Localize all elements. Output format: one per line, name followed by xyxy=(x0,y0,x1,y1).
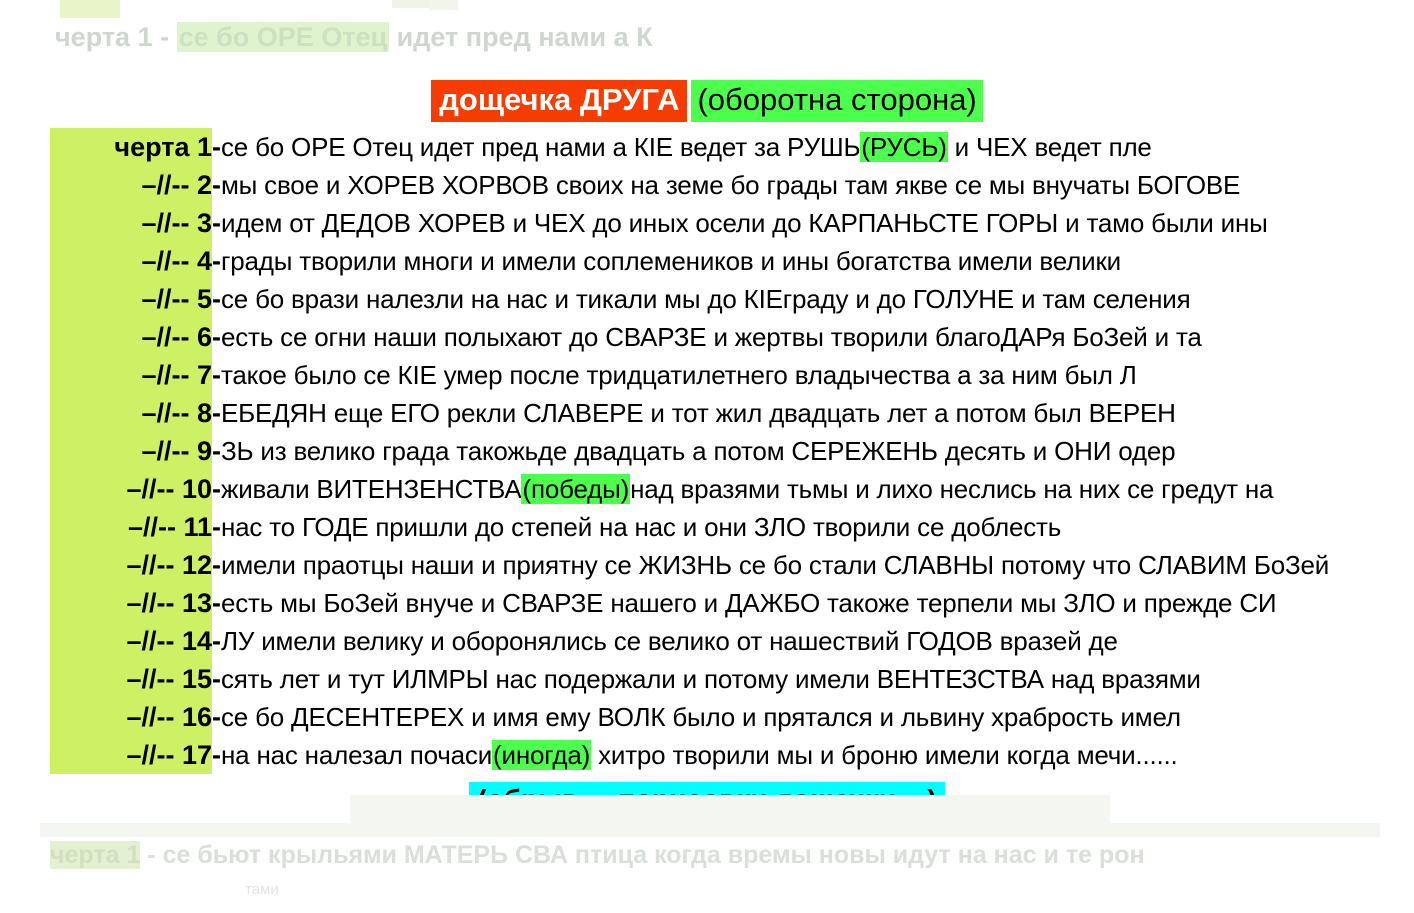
line-text-part: идем от ДЕДОВ ХОРЕВ и ЧЕХ до иных осели до КАРПАНЬСТЕ ГОРЫ и тамо были ины xyxy=(221,208,1268,238)
line-text-gloss: (победы) xyxy=(522,474,630,504)
line-text-gloss: (РУСЬ) xyxy=(861,132,947,162)
line-text xyxy=(221,280,1329,318)
line-text-part: такое было се КIЕ умер после тридцатилетнего владычества а за ним был Л xyxy=(221,360,1137,390)
line-text-part: есть се огни наши полыхают до СВАРЗЕ и жертвы творили благоДАРя БоЗей и та xyxy=(221,322,1202,352)
line-text xyxy=(221,622,1329,660)
line-dash: - xyxy=(212,626,221,656)
line-dash: - xyxy=(212,740,221,770)
ghost-bottom-text: - се бьют крыльями МАТЕРЬ СВА птица когда времы новы идут на нас и те рон xyxy=(140,841,1145,869)
table-row xyxy=(50,508,1329,546)
line-text-part: грады творили многи и имели соплемеников и ины богатства имели велики xyxy=(221,246,1121,276)
table-row xyxy=(50,432,1329,470)
line-label: –//-- 7 xyxy=(50,356,212,394)
ghost-top-highlight: се бо ОРЕ Отец xyxy=(178,22,388,52)
line-dash: - xyxy=(212,170,221,200)
line-text xyxy=(221,394,1329,432)
table-row xyxy=(50,470,1329,508)
table-row xyxy=(50,660,1329,698)
scan-artifact-strip xyxy=(350,795,1110,825)
line-dash: - xyxy=(212,550,221,580)
line-text-part: се бо ОРЕ Отец идет пред нами а КIЕ ведет за РУШЬ xyxy=(221,132,861,162)
line-label: –//-- 15 xyxy=(50,660,212,698)
line-dash: - xyxy=(212,322,221,352)
ghost-text-top xyxy=(55,22,653,53)
line-text xyxy=(221,736,1329,774)
line-text xyxy=(221,166,1329,204)
line-label: черта 1 xyxy=(50,128,212,166)
table-row xyxy=(50,584,1329,622)
page-subtitle: (оборотна сторона) xyxy=(691,80,982,122)
ghost-bottom-small: тами xyxy=(245,881,279,898)
ghost-bottom-label: черта 1 xyxy=(50,841,141,869)
line-label: –//-- 14 xyxy=(50,622,212,660)
table-row xyxy=(50,318,1329,356)
line-dash: - xyxy=(212,664,221,694)
line-text xyxy=(221,508,1329,546)
line-text-part: мы свое и ХОРЕВ ХОРВОВ своих на земе бо грады там якве се мы внучаты БОГОВЕ xyxy=(221,170,1241,200)
line-label: –//-- 12 xyxy=(50,546,212,584)
page-title: дощечка ДРУГА xyxy=(431,80,687,122)
line-text xyxy=(221,660,1329,698)
scan-artifact-bottom xyxy=(0,795,1414,913)
line-text-part: на нас налезал почаси xyxy=(221,740,493,770)
line-text-part: ЗЬ из велико града такожьде двадцать а потом СЕРЕЖЕНЬ десять и ОНИ одер xyxy=(221,436,1176,466)
line-label: –//-- 16 xyxy=(50,698,212,736)
table-row xyxy=(50,166,1329,204)
line-text-part: нас то ГОДЕ пришли до степей на нас и они ЗЛО творили се доблесть xyxy=(221,512,1062,542)
table-row xyxy=(50,698,1329,736)
scan-artifact-strip xyxy=(60,0,120,18)
table-row xyxy=(50,394,1329,432)
line-text xyxy=(221,318,1329,356)
document-title-row xyxy=(0,80,1414,122)
line-text-part: над вразями тьмы и лихо неслись на них се гредут на xyxy=(630,474,1274,504)
line-dash: - xyxy=(212,398,221,428)
scan-artifact-strip xyxy=(392,0,432,8)
line-text-part: сять лет и тут ИЛМРЫ нас подержали и потому имели ВЕНТЕЗСТВА над вразями xyxy=(221,664,1201,694)
table-row xyxy=(50,128,1329,166)
line-text xyxy=(221,356,1329,394)
line-text xyxy=(221,128,1329,166)
line-dash: - xyxy=(212,474,221,504)
line-text-part: ЕБЕДЯН еще ЕГО рекли СЛАВЕРЕ и тот жил двадцать лет а потом был ВЕРЕН xyxy=(221,398,1176,428)
table-row xyxy=(50,280,1329,318)
line-dash: - xyxy=(212,246,221,276)
line-label: –//-- 8 xyxy=(50,394,212,432)
line-label: –//-- 11 xyxy=(50,508,212,546)
line-dash: - xyxy=(212,588,221,618)
line-text-part: имели праотцы наши и приятну се ЖИЗНЬ се бо стали СЛАВНЫ потому что СЛАВИМ БоЗей xyxy=(221,550,1330,580)
line-dash: - xyxy=(212,208,221,238)
line-text-gloss: (иногда) xyxy=(493,740,591,770)
line-label: –//-- 4 xyxy=(50,242,212,280)
table-row xyxy=(50,204,1329,242)
line-label: –//-- 17 xyxy=(50,736,212,774)
line-dash: - xyxy=(212,702,221,732)
line-text xyxy=(221,470,1329,508)
line-text-part: ЛУ имели велику и оборонялись се велико от нашествий ГОДОВ вразей де xyxy=(221,626,1118,656)
line-text-part: живали ВИТЕНЗЕНСТВА xyxy=(221,474,522,504)
table-row xyxy=(50,736,1329,774)
line-dash: - xyxy=(212,284,221,314)
line-text xyxy=(221,204,1329,242)
line-text xyxy=(221,584,1329,622)
line-text-part: се бо ДЕСЕНТЕРЕХ и имя ему ВОЛК было и прятался и львину храбрость имел xyxy=(221,702,1181,732)
scan-artifact-top xyxy=(0,0,1414,80)
line-text-part: се бо врази налезли на нас и тикали мы до КIЕграду и до ГОЛУНЕ и там селения xyxy=(221,284,1191,314)
table-row xyxy=(50,242,1329,280)
ghost-top-before: черта 1 - xyxy=(55,22,177,52)
document-body xyxy=(0,80,1414,820)
transcription-table xyxy=(50,128,1329,774)
scan-artifact-strip xyxy=(430,0,458,10)
line-label: –//-- 2 xyxy=(50,166,212,204)
line-text xyxy=(221,432,1329,470)
line-text-part: и ЧЕХ ведет пле xyxy=(947,132,1152,162)
line-label: –//-- 5 xyxy=(50,280,212,318)
line-label: –//-- 3 xyxy=(50,204,212,242)
table-row xyxy=(50,356,1329,394)
ghost-top-after: идет пред нами а К xyxy=(389,22,653,52)
scan-artifact-strip xyxy=(40,823,1380,837)
line-dash: - xyxy=(212,436,221,466)
line-dash: - xyxy=(212,360,221,390)
line-label: –//-- 6 xyxy=(50,318,212,356)
ghost-text-bottom xyxy=(50,841,1145,870)
line-label: –//-- 9 xyxy=(50,432,212,470)
line-text xyxy=(221,546,1329,584)
line-text-part: хитро творили мы и броню имели когда мечи...... xyxy=(591,740,1178,770)
line-dash: - xyxy=(212,132,221,162)
line-text xyxy=(221,698,1329,736)
line-label: –//-- 13 xyxy=(50,584,212,622)
line-label: –//-- 10 xyxy=(50,470,212,508)
transcription-rows xyxy=(50,128,1329,774)
table-row xyxy=(50,546,1329,584)
line-dash: - xyxy=(212,512,221,542)
line-text-part: есть мы БоЗей внуче и СВАРЗЕ нашего и ДАЖБО такоже терпели мы ЗЛО и прежде СИ xyxy=(221,588,1277,618)
table-row xyxy=(50,622,1329,660)
line-text xyxy=(221,242,1329,280)
